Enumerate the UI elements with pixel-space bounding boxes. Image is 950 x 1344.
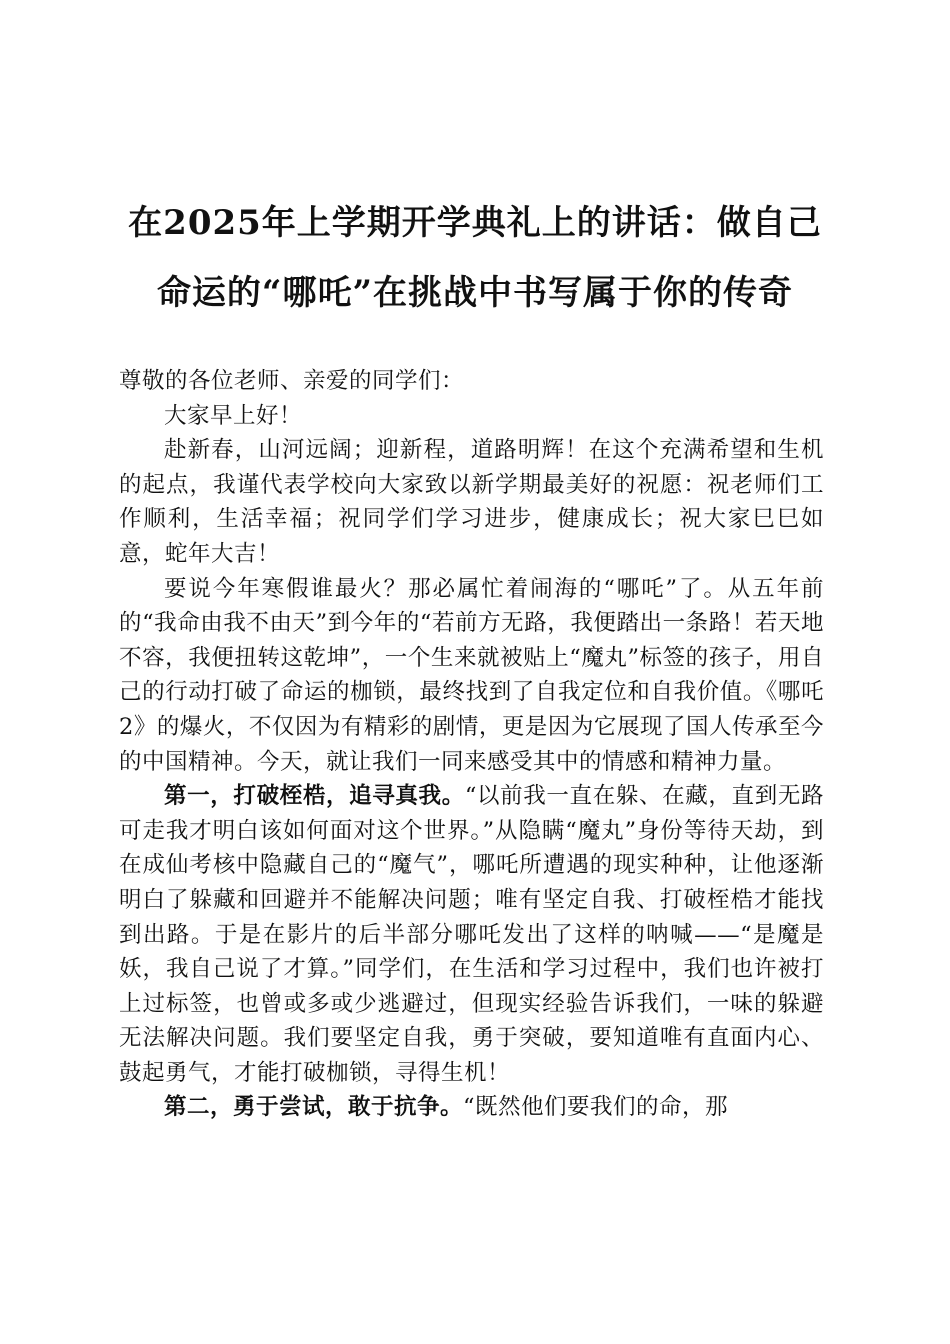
point-one-heading: 第一，打破桎梏，追寻真我。 [164,783,465,810]
salutation: 尊敬的各位老师、亲爱的同学们： [119,368,465,394]
greeting: 大家早上好！ [164,402,303,429]
title-line-1: 在2025年上学期开学典礼上的讲话：做自己 [128,203,822,243]
paragraph-nezha-intro: 要说今年寒假谁最火？那必属忙着闹海的“哪吒”了。从五年前的“我命由我不由天”到今年的“若前方无路，我便踏出一条路！若天地不容，我便扭转这乾坤”，一个生来就被贴上“魔丸”标签的孩子，用自己的行动打破了命运的枷锁，最终找到了自我定位和自我价值。《哪吒2》的爆火，不仅因为有精彩的剧情，更是因为它展现了国人传承至今的中国精神。今天，就让我们一同来感受其中的情感和精神力量。 [119,575,824,775]
point-one-body: “以前我一直在躲、在藏，直到无路可走我才明白该如何面对这个世界。”从隐瞒“魔丸”身份等待天劫，到在成仙考核中隐藏自己的“魔气”，哪吒所遭遇的现实种种，让他逐渐明白了躲藏和回避并不能解决问题；唯有坚定自我、打破桎梏才能找到出路。于是在影片的后半部分哪吒发出了这样的呐喊——“是魔是妖，我自己说了才算。”同学们，在生活和学习过程中，我们也许被打上过标签，也曾或多或少逃避过，但现实经验告诉我们，一味的躲避无法解决问题。我们要坚定自我，勇于突破，要知道唯有直面内心、鼓起勇气，才能打破枷锁，寻得生机！ [119,783,824,1086]
document-body [119,364,824,1125]
point-two-heading: 第二，勇于尝试，敢于抗争。 [164,1094,464,1121]
paragraph-new-semester-wishes: 赴新春，山河远阔；迎新程，道路明辉！在这个充满希望和生机的起点，我谨代表学校向大家致以新学期最美好的祝愿：祝老师们工作顺利，生活幸福；祝同学们学习进步，健康成长；祝大家巳巳如意，蛇年大吉！ [119,437,824,567]
title-line-2: 命运的“哪吒”在挑战中书写属于你的传奇 [156,273,794,313]
document-title [100,188,850,328]
paragraph-point-one [119,779,824,1090]
paragraph-point-two [119,1090,824,1125]
point-two-body: “既然他们要我们的命，那 [463,1094,729,1121]
